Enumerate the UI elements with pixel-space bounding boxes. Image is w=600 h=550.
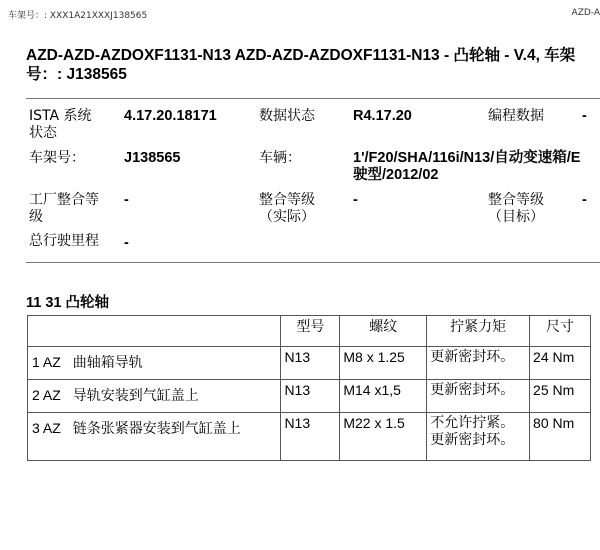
ista-status-value: 4.17.20.18171 [124, 108, 217, 124]
target-integration-level-value: - [582, 192, 587, 208]
row-description: 曲轴箱导轨 [72, 355, 143, 371]
title-line-2: 号：: J138565 [26, 66, 127, 83]
table-row [28, 413, 591, 461]
programming-data-value: - [582, 108, 587, 124]
factory-integration-level-label: 工厂整合等 级 [29, 192, 99, 225]
row-model: N13 [281, 413, 340, 461]
table-row [28, 380, 591, 413]
header-model: 型号 [281, 316, 340, 347]
vehicle-value: 1'/F20/SHA/116i/N13/自动变速箱/E 驶型/2012/02 [353, 150, 581, 183]
row-torque-note: 更新密封环。 [427, 347, 530, 380]
row-thread: M8 x 1.25 [340, 347, 427, 380]
row-position-desc [28, 413, 281, 461]
programming-data-label: 编程数据 [488, 108, 544, 124]
table-row [28, 347, 591, 380]
row-position: 1 AZ [32, 354, 61, 370]
torque-spec-table [27, 315, 591, 461]
divider-bottom [26, 262, 600, 263]
actual-integration-level-value: - [353, 192, 358, 208]
page-header-doc-id: AZD-A [571, 8, 600, 18]
divider-top [26, 98, 600, 99]
row-description: 导轨安装到气缸盖上 [72, 388, 199, 404]
page-header-vin: 车架号：: XXX1A21XXXJ138565 [8, 11, 148, 21]
row-torque-note: 不允许拧紧。 更新密封环。 [427, 413, 530, 461]
target-integration-level-label: 整合等级 （目标） [488, 192, 544, 225]
ista-status-label: ISTA 系统 状态 [29, 108, 92, 141]
header-size: 尺寸 [530, 316, 591, 347]
row-position: 3 AZ [32, 420, 61, 436]
vin-label: 车架号： [29, 150, 85, 166]
row-model: N13 [281, 347, 340, 380]
row-size: 24 Nm [530, 347, 591, 380]
actual-integration-level-label: 整合等级 （实际） [259, 192, 315, 225]
header-thread: 螺纹 [340, 316, 427, 347]
header-position [28, 316, 281, 347]
row-model: N13 [281, 380, 340, 413]
factory-integration-level-value: - [124, 192, 129, 208]
table-header-row [28, 316, 591, 347]
vin-value: J138565 [124, 150, 181, 166]
document-title [26, 46, 600, 90]
total-mileage-label: 总行驶里程 [29, 233, 99, 249]
row-torque-note: 更新密封环。 [427, 380, 530, 413]
row-position-desc [28, 347, 281, 380]
row-size: 80 Nm [530, 413, 591, 461]
data-status-label: 数据状态 [259, 108, 315, 124]
section-title: 11 31 凸轮轴 [26, 295, 110, 311]
row-thread: M22 x 1.5 [340, 413, 427, 461]
row-position: 2 AZ [32, 387, 61, 403]
vehicle-label: 车辆： [259, 150, 301, 166]
total-mileage-value: - [124, 235, 129, 251]
title-line-1: AZD-AZD-AZDOXF1131-N13 AZD-AZD-AZDOXF1131-N13 - 凸轮轴 - V.4, 车架 [26, 47, 576, 64]
header-torque: 拧紧力矩 [427, 316, 530, 347]
row-thread: M14 x1,5 [340, 380, 427, 413]
row-size: 25 Nm [530, 380, 591, 413]
row-description: 链条张紧器安装到气缸盖上 [72, 421, 241, 437]
row-position-desc [28, 380, 281, 413]
data-status-value: R4.17.20 [353, 108, 412, 124]
